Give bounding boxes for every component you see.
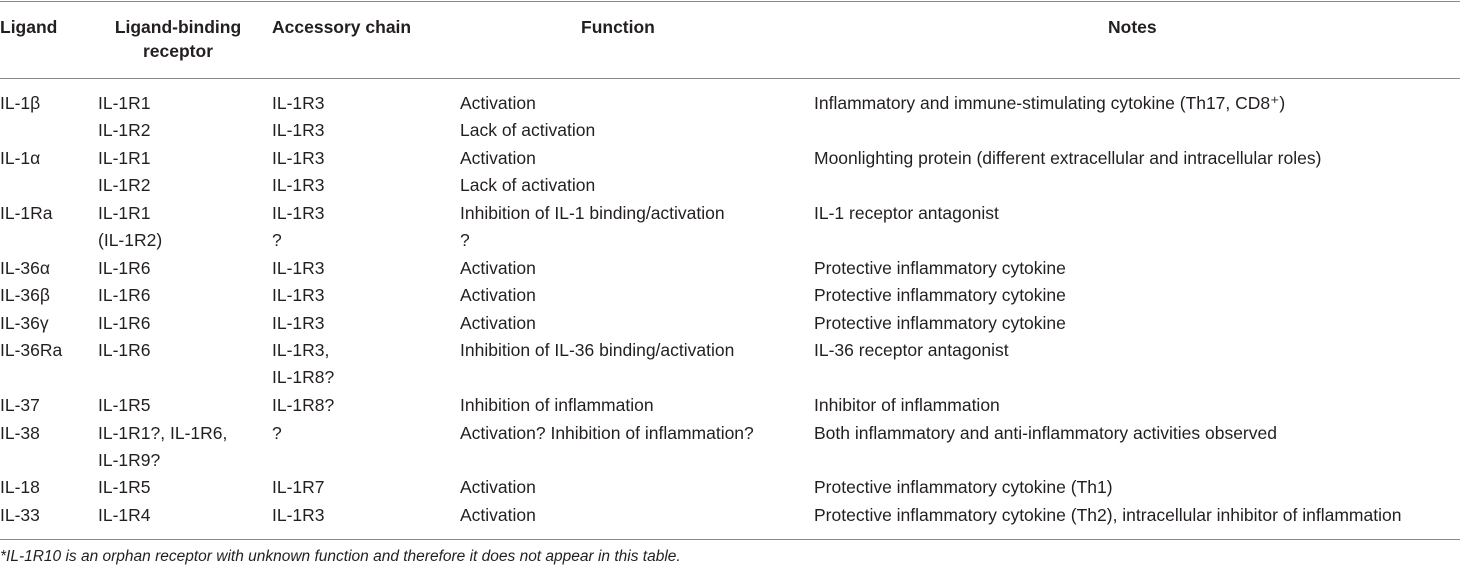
cell-notes: Moonlighting protein (different extracellular and intracellular roles): [814, 148, 1322, 168]
receptor-line: IL-1R4: [98, 505, 151, 525]
table-top-rule: [0, 1, 1460, 2]
cell-function: Inhibition of IL-36 binding/activation: [460, 340, 735, 360]
cell-ligand: IL-1Ra: [0, 203, 53, 223]
accessory-line: IL-1R7: [272, 477, 325, 497]
cell-ligand-binding-receptor: [98, 337, 151, 364]
cell-accessory-chain: [272, 200, 325, 227]
cell-ligand-binding-receptor: [98, 200, 151, 227]
accessory-line: IL-1R3: [272, 505, 325, 525]
cell-accessory-chain: [272, 90, 325, 117]
receptor-line: IL-1R9?: [98, 450, 161, 470]
cell-function: ?: [460, 230, 470, 250]
receptor-line: IL-1R6: [98, 313, 151, 333]
cell-notes: Protective inflammatory cytokine: [814, 258, 1066, 278]
cell-notes: Protective inflammatory cytokine (Th1): [814, 477, 1113, 497]
accessory-line: IL-1R3: [272, 93, 325, 113]
cell-function: Lack of activation: [460, 175, 596, 195]
cell-ligand-binding-receptor: [98, 227, 162, 254]
receptor-line: IL-1R6: [98, 340, 151, 360]
cell-accessory-chain: [272, 145, 325, 172]
accessory-line: IL-1R3: [272, 313, 325, 333]
accessory-line: ?: [272, 423, 282, 443]
cell-accessory-chain: [272, 502, 325, 529]
accessory-line: IL-1R3: [272, 258, 325, 278]
accessory-line: ?: [272, 230, 282, 250]
cell-notes: IL-1 receptor antagonist: [814, 203, 999, 223]
accessory-line: IL-1R3: [272, 285, 325, 305]
cell-ligand: IL-1α: [0, 148, 41, 168]
receptor-line: IL-1R5: [98, 395, 151, 415]
header-function: Function: [581, 17, 655, 37]
cell-accessory-chain: [272, 392, 334, 419]
cell-accessory-chain: [272, 474, 325, 501]
cell-ligand-binding-receptor: [98, 474, 151, 501]
receptor-line: IL-1R6: [98, 258, 151, 278]
accessory-line: IL-1R8?: [272, 395, 335, 415]
cell-ligand-binding-receptor: [98, 145, 151, 172]
cell-ligand: IL-38: [0, 423, 40, 443]
cell-notes: Inhibitor of inflammation: [814, 395, 1000, 415]
cell-accessory-chain: [272, 117, 325, 144]
cell-notes: IL-36 receptor antagonist: [814, 340, 1009, 360]
cell-notes: Inflammatory and immune-stimulating cytokine (Th17, CD8⁺): [814, 93, 1286, 113]
cell-function: Activation: [460, 477, 536, 497]
cell-ligand: IL-36α: [0, 258, 51, 278]
table-header-rule: [0, 78, 1460, 79]
cell-notes: Both inflammatory and anti-inflammatory activities observed: [814, 423, 1277, 443]
cell-accessory-chain: [272, 337, 334, 391]
cell-ligand: IL-36γ: [0, 313, 49, 333]
receptor-line: IL-1R6: [98, 285, 151, 305]
cell-function: Activation: [460, 285, 536, 305]
cell-ligand-binding-receptor: [98, 502, 151, 529]
cell-ligand-binding-receptor: [98, 172, 151, 199]
cell-ligand-binding-receptor: [98, 392, 151, 419]
cell-function: Lack of activation: [460, 120, 596, 140]
cell-notes: Protective inflammatory cytokine: [814, 285, 1066, 305]
cell-ligand: IL-37: [0, 395, 40, 415]
header-ligand: Ligand: [0, 17, 58, 37]
header-ligand-binding-receptor: Ligand-binding receptor: [114, 17, 242, 61]
cell-ligand-binding-receptor: [98, 282, 151, 309]
accessory-line: IL-1R8?: [272, 367, 335, 387]
header-accessory-chain: Accessory chain: [272, 17, 412, 37]
receptor-line: IL-1R1: [98, 148, 151, 168]
cell-ligand-binding-receptor: [98, 310, 151, 337]
cell-ligand-binding-receptor: [98, 420, 227, 474]
cell-function: Activation: [460, 505, 536, 525]
accessory-line: IL-1R3: [272, 148, 325, 168]
receptor-line: (IL-1R2): [98, 230, 163, 250]
receptor-line: IL-1R1: [98, 203, 151, 223]
cell-ligand: IL-18: [0, 477, 40, 497]
receptor-line: IL-1R5: [98, 477, 151, 497]
cell-ligand: IL-1β: [0, 93, 41, 113]
receptor-line: IL-1R1?, IL-1R6,: [98, 423, 228, 443]
cell-function: Activation: [460, 258, 536, 278]
cell-function: Activation: [460, 313, 536, 333]
cell-function: Activation: [460, 93, 536, 113]
cell-function: Activation? Inhibition of inflammation?: [460, 423, 754, 443]
cell-accessory-chain: [272, 282, 325, 309]
accessory-line: IL-1R3,: [272, 340, 330, 360]
table-footnote: *IL-1R10 is an orphan receptor with unknown function and therefore it does not appear in this table.: [0, 548, 681, 565]
cell-notes: Protective inflammatory cytokine: [814, 313, 1066, 333]
cell-ligand: IL-36Ra: [0, 340, 63, 360]
receptor-line: IL-1R1: [98, 93, 151, 113]
receptor-line: IL-1R2: [98, 120, 151, 140]
cell-ligand: IL-33: [0, 505, 40, 525]
cell-accessory-chain: [272, 227, 282, 254]
cell-function: Activation: [460, 148, 536, 168]
cell-ligand-binding-receptor: [98, 117, 151, 144]
accessory-line: IL-1R3: [272, 203, 325, 223]
accessory-line: IL-1R3: [272, 175, 325, 195]
cell-accessory-chain: [272, 310, 325, 337]
cell-ligand-binding-receptor: [98, 90, 151, 117]
cell-accessory-chain: [272, 172, 325, 199]
cell-ligand-binding-receptor: [98, 255, 151, 282]
cell-ligand: IL-36β: [0, 285, 50, 305]
cell-function: Inhibition of IL-1 binding/activation: [460, 203, 725, 223]
receptor-line: IL-1R2: [98, 175, 151, 195]
cell-accessory-chain: [272, 420, 282, 447]
cell-function: Inhibition of inflammation: [460, 395, 654, 415]
accessory-line: IL-1R3: [272, 120, 325, 140]
cell-notes: Protective inflammatory cytokine (Th2), intracellular inhibitor of inflammation: [814, 505, 1402, 525]
header-notes: Notes: [1108, 17, 1157, 37]
cell-accessory-chain: [272, 255, 325, 282]
table-bottom-rule: [0, 539, 1460, 540]
